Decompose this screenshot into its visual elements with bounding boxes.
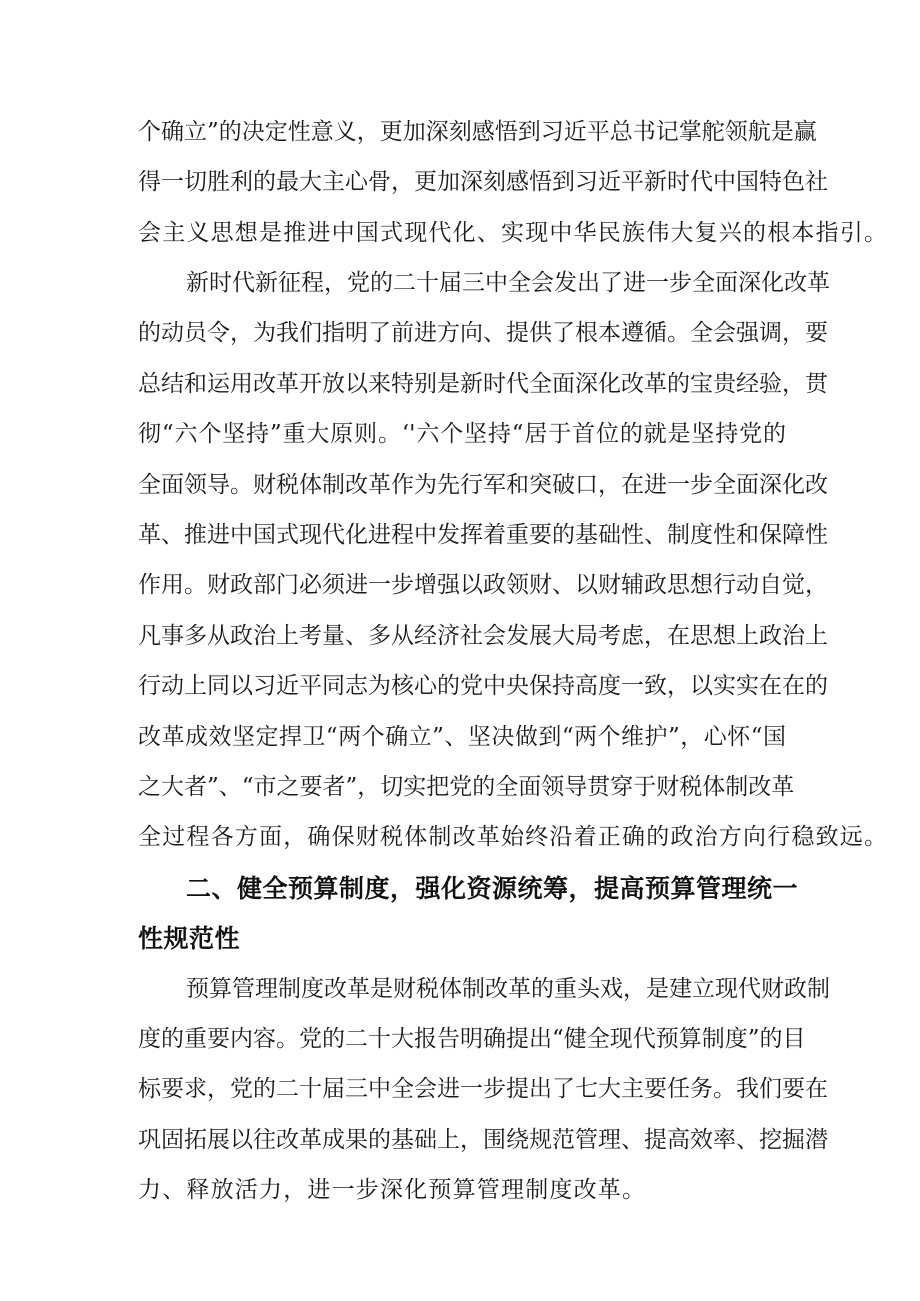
closing-paragraph-line-3: 标要求，党的二十届三中全会进一步提出了七大主要任务。我们要在 [138, 1076, 828, 1102]
section-heading-line-2: 性规范性 [138, 924, 241, 953]
paragraph-2-line-10: 改革成效坚定捍卫“两个确立”、坚决做到“两个维护”，心怀“国 [138, 724, 786, 750]
paragraph-1-line-2: 得一切胜利的最大主心骨，更加深刻感悟到习近平新时代中国特色社 [138, 169, 828, 195]
closing-paragraph-line-4: 巩固拓展以往改革成果的基础上，围绕规范管理、提高效率、挖掘潜 [138, 1127, 828, 1153]
closing-paragraph-line-5: 力、释放活力，进一步深化预算管理制度改革。 [138, 1177, 647, 1203]
paragraph-2-line-3: 总结和运用改革开放以来特别是新时代全面深化改革的宝贵经验，贯 [138, 371, 828, 397]
paragraph-2-line-9: 行动上同以习近平同志为核心的党中央保持高度一致，以实实在在的 [138, 673, 828, 699]
paragraph-2-line-11: 之大者”、“市之要者”，切实把党的全面领导贯穿于财税体制改革 [138, 774, 795, 800]
paragraph-2-line-2: 的动员令，为我们指明了前进方向、提供了根本遵循。全会强调，要 [138, 320, 828, 346]
paragraph-2-line-8: 凡事多从政治上考量、多从经济社会发展大局考虑，在思想上政治上 [138, 623, 828, 649]
closing-paragraph-line-1: 预算管理制度改革是财税体制改革的重头戏，是建立现代财政制 [186, 976, 830, 1002]
paragraph-2-line-7: 作用。财政部门必须进一步增强以政领财、以财辅政思想行动自觉， [138, 572, 828, 598]
paragraph-2-line-1: 新时代新征程，党的二十届三中全会发出了进一步全面深化改革 [186, 270, 830, 296]
paragraph-2-line-4: 彻“六个坚持”重大原则。‘'六个坚持“居于首位的就是坚持党的 [138, 421, 786, 447]
paragraph-2-line-6: 革、推进中国式现代化进程中发挥着重要的基础性、制度性和保障性 [138, 522, 828, 548]
paragraph-2-line-12: 全过程各方面，确保财税体制改革始终沿着正确的政治方向行稳致远。 [138, 824, 889, 850]
paragraph-1-line-1: 个确立”的决定性意义，更加深刻感悟到习近平总书记掌舵领航是赢 [138, 119, 817, 145]
closing-paragraph-line-2: 度的重要内容。党的二十大报告明确提出“健全现代预算制度”的目 [138, 1026, 806, 1052]
paragraph-1-line-3: 会主义思想是推进中国式现代化、实现中华民族伟大复兴的根本指引。 [138, 220, 889, 246]
paragraph-2-line-5: 全面领导。财税体制改革作为先行军和突破口，在进一步全面深化改 [138, 472, 828, 498]
section-heading-line-1: 二、健全预算制度，强化资源统筹，提高预算管理统一 [186, 874, 799, 903]
